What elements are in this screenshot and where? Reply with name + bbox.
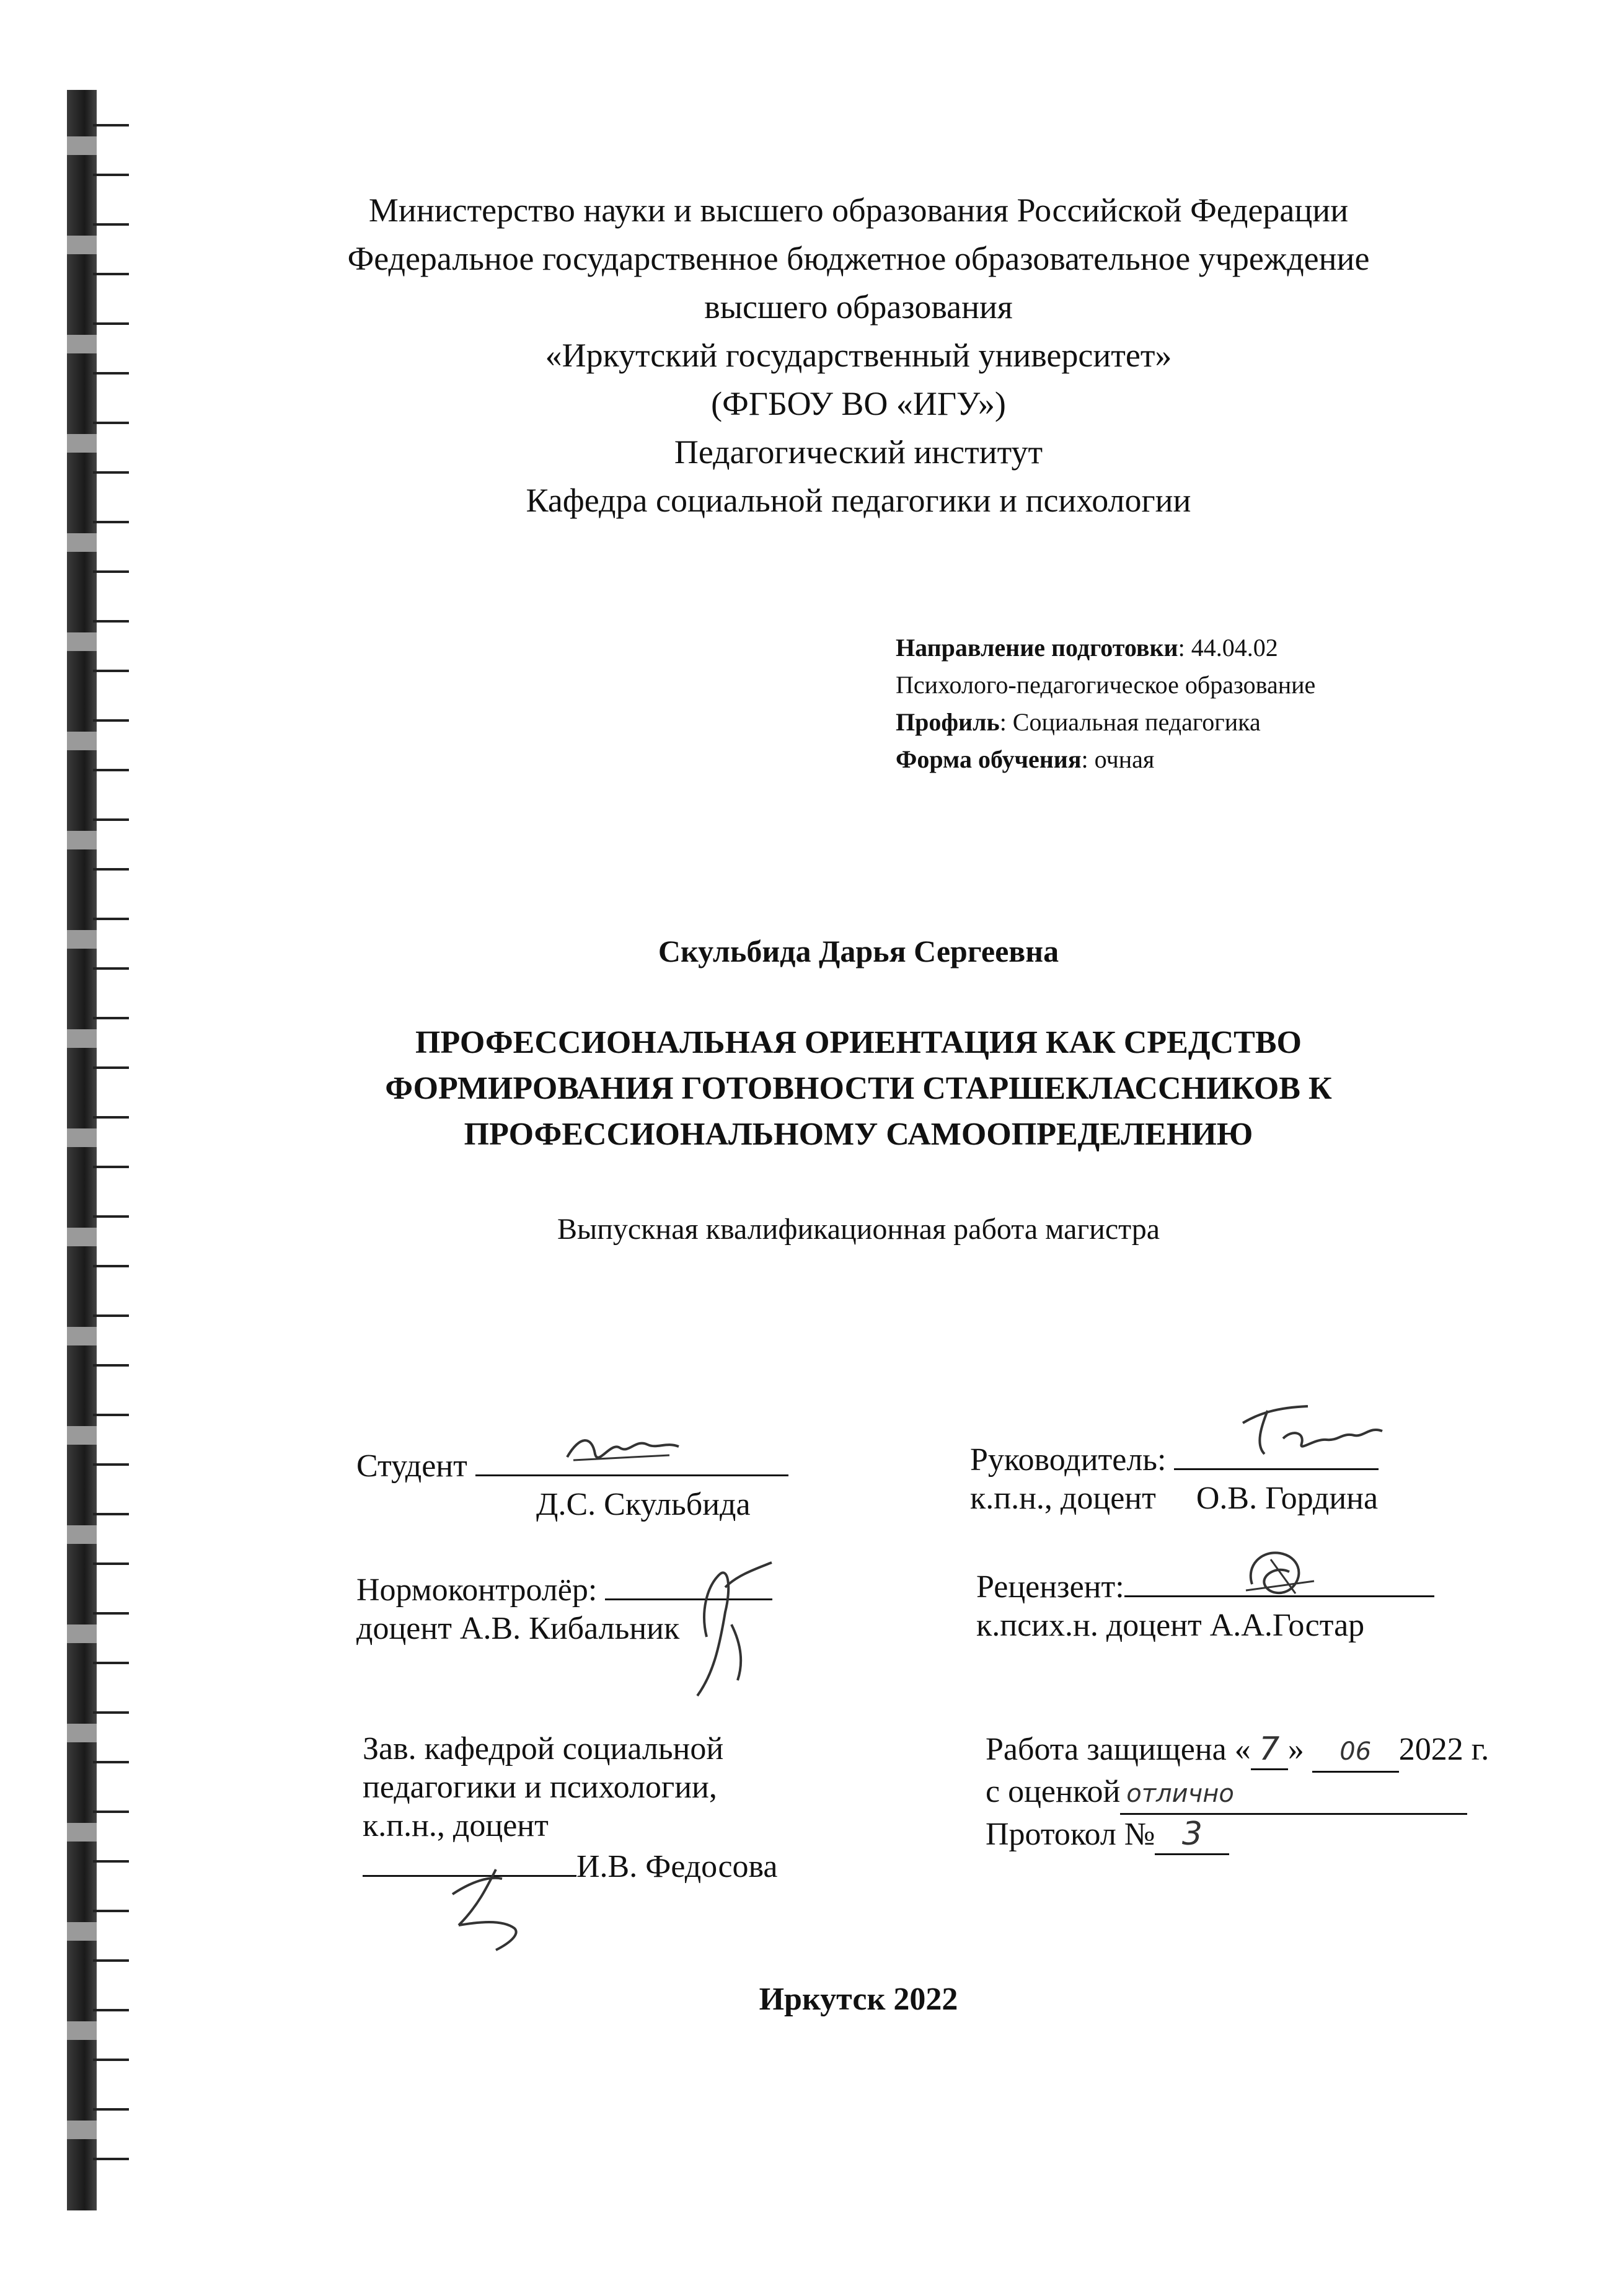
defense-block	[986, 1730, 1489, 1855]
institute-name: Педагогический институт	[674, 433, 1043, 471]
binding-notch	[93, 2158, 129, 2160]
supervisor-degree: к.п.н., доцент	[970, 1481, 1156, 1516]
binding-gap	[67, 2121, 97, 2139]
binding-notch	[93, 1463, 129, 1466]
binding-notch	[93, 818, 129, 821]
binding-gap	[67, 533, 97, 552]
binding-gap	[67, 1426, 97, 1445]
defense-mid: »	[1287, 1732, 1304, 1767]
binding-notch	[93, 1612, 129, 1615]
direction-label: Направление подготовки	[896, 634, 1178, 662]
binding-gap	[67, 1823, 97, 1842]
binding-gap	[67, 136, 97, 155]
binding-notch	[93, 918, 129, 920]
form-value: : очная	[1081, 745, 1155, 773]
binding-gap	[67, 1724, 97, 1742]
defense-label: Работа защищена «	[986, 1732, 1251, 1767]
binding-notch	[93, 1711, 129, 1714]
binding-notch	[93, 1314, 129, 1317]
binding-gap	[67, 831, 97, 849]
supervisor-name: О.В. Гордина	[1196, 1481, 1379, 1516]
binding-notch	[93, 670, 129, 672]
binding-notch	[93, 1364, 129, 1367]
binding-notch	[93, 1761, 129, 1763]
binding-notch	[93, 1811, 129, 1813]
head-line-2: педагогики и психологии,	[363, 1770, 717, 1805]
student-name: Д.С. Скульбида	[536, 1487, 751, 1522]
binding-notch	[93, 1860, 129, 1863]
title-line-2: ФОРМИРОВАНИЯ ГОТОВНОСТИ СТАРШЕКЛАССНИКОВ К	[385, 1071, 1332, 1106]
profile-label: Профиль	[896, 708, 1000, 736]
university-abbr: (ФГБОУ ВО «ИГУ»)	[711, 385, 1006, 422]
binding-notch	[93, 2059, 129, 2061]
student-signature	[561, 1429, 685, 1473]
title-line-3: ПРОФЕССИОНАЛЬНОМУ САМООПРЕДЕЛЕНИЮ	[464, 1117, 1253, 1152]
supervisor-label: Руководитель:	[970, 1442, 1167, 1478]
binding-notch	[93, 1562, 129, 1565]
thesis-title	[0, 1020, 1624, 1158]
study-direction-block	[896, 629, 1315, 778]
grade-label: с оценкой	[986, 1774, 1121, 1809]
direction-code: : 44.04.02	[1178, 634, 1278, 662]
binding-notch	[93, 868, 129, 871]
profile-row	[896, 704, 1315, 741]
binding-notch	[93, 1959, 129, 1962]
city-year: Иркутск 2022	[759, 1982, 958, 2017]
reviewer-label: Рецензент:	[976, 1569, 1124, 1605]
defense-month: 06	[1312, 1732, 1399, 1773]
form-row	[896, 741, 1315, 778]
head-line-1: Зав. кафедрой социальной	[363, 1731, 724, 1766]
binding-notch	[93, 769, 129, 771]
education-level-line: высшего образования	[704, 288, 1013, 326]
normcontrol-name: доцент А.В. Кибальник	[356, 1611, 680, 1646]
reviewer-name: к.псих.н. доцент А.А.Гостар	[976, 1608, 1365, 1643]
author-name: Скульбида Дарья Сергеевна	[658, 934, 1059, 968]
head-line-3: к.п.н., доцент	[363, 1808, 549, 1843]
defense-day: 7	[1251, 1730, 1288, 1770]
head-signature	[434, 1857, 558, 1956]
binding-gap	[67, 632, 97, 651]
defense-year: 2022 г.	[1398, 1732, 1489, 1767]
department-name: Кафедра социальной педагогики и психологии	[526, 482, 1191, 519]
binding-notch	[93, 620, 129, 623]
direction-name: Психолого-педагогическое образование	[896, 671, 1316, 699]
institution-header	[0, 186, 1624, 525]
reviewer-block	[976, 1566, 1434, 1645]
binding-notch	[93, 1662, 129, 1664]
protocol-number: 3	[1155, 1815, 1229, 1855]
binding-notch	[93, 1910, 129, 1912]
binding-notch	[93, 1166, 129, 1168]
binding-notch	[93, 174, 129, 176]
binding-notch	[93, 1017, 129, 1019]
head-name: И.В. Федосова	[576, 1849, 778, 1884]
form-label: Форма обучения	[896, 745, 1082, 773]
binding-gap	[67, 1922, 97, 1941]
binding-gap	[67, 1327, 97, 1345]
normcontrol-signature	[669, 1550, 781, 1705]
direction-row	[896, 629, 1315, 667]
work-type: Выпускная квалификационная работа магистра	[557, 1213, 1160, 1246]
binding-gap	[67, 732, 97, 750]
supervisor-signature	[1233, 1395, 1395, 1463]
protocol-label: Протокол №	[986, 1817, 1155, 1852]
binding-notch	[93, 570, 129, 573]
binding-gap	[67, 1525, 97, 1544]
profile-value: : Социальная педагогика	[999, 708, 1261, 736]
binding-notch	[93, 2108, 129, 2111]
grade-value: отлично	[1120, 1775, 1467, 1815]
binding-gap	[67, 1624, 97, 1643]
reviewer-signature	[1233, 1541, 1326, 1603]
institution-type-line: Федеральное государственное бюджетное образовательное учреждение	[347, 240, 1370, 277]
binding-notch	[93, 124, 129, 126]
title-line-1: ПРОФЕССИОНАЛЬНАЯ ОРИЕНТАЦИЯ КАК СРЕДСТВО	[415, 1025, 1302, 1060]
binding-notch	[93, 1414, 129, 1416]
ministry-line: Министерство науки и высшего образования Российской Федерации	[368, 192, 1349, 229]
university-name: «Иркутский государственный университет»	[545, 337, 1172, 374]
binding-notch	[93, 719, 129, 722]
head-block	[363, 1730, 778, 1886]
binding-notch	[93, 1265, 129, 1267]
student-label: Студент	[356, 1448, 467, 1484]
binding-notch	[93, 1513, 129, 1515]
binding-gap	[67, 2021, 97, 2040]
normcontrol-label: Нормоконтролёр:	[356, 1572, 598, 1608]
